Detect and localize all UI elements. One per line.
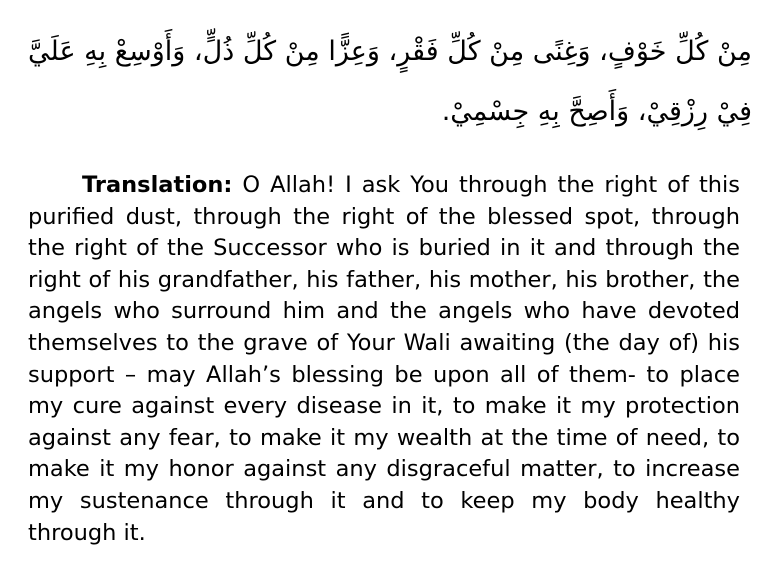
- arabic-supplication-text: مِنْ كُلِّ خَوْفٍ، وَغِنًى مِنْ كُلِّ فَقْرٍ، وَعِزًّا مِنْ كُلِّ ذُلٍّ، وَأَوْسِعْ بِهِ عَلَيَّ فِيْ رِزْقِيْ، وَأَصِحَّ بِهِ جِسْمِيْ.: [28, 36, 752, 127]
- translation-paragraph: [28, 170, 740, 549]
- translation-label: Translation:: [82, 172, 233, 198]
- translation-text: O Allah! I ask You through the right of this purified dust, through the right of the blessed spot, through the right of the Successor who is buried in it and through the right of his grandfather, his father, his mother, his brother, the angels who surround him and the angels who have devoted themselves to the grave of Your Wali awaiting (the day of) his support – may Allah’s blessing be upon all of them- to place my cure against every disease in it, to make it my protection against any fear, to make it my wealth at the time of need, to make it my honor against any disgraceful matter, to increase my sustenance through it and to keep my body healthy through it.: [28, 172, 740, 546]
